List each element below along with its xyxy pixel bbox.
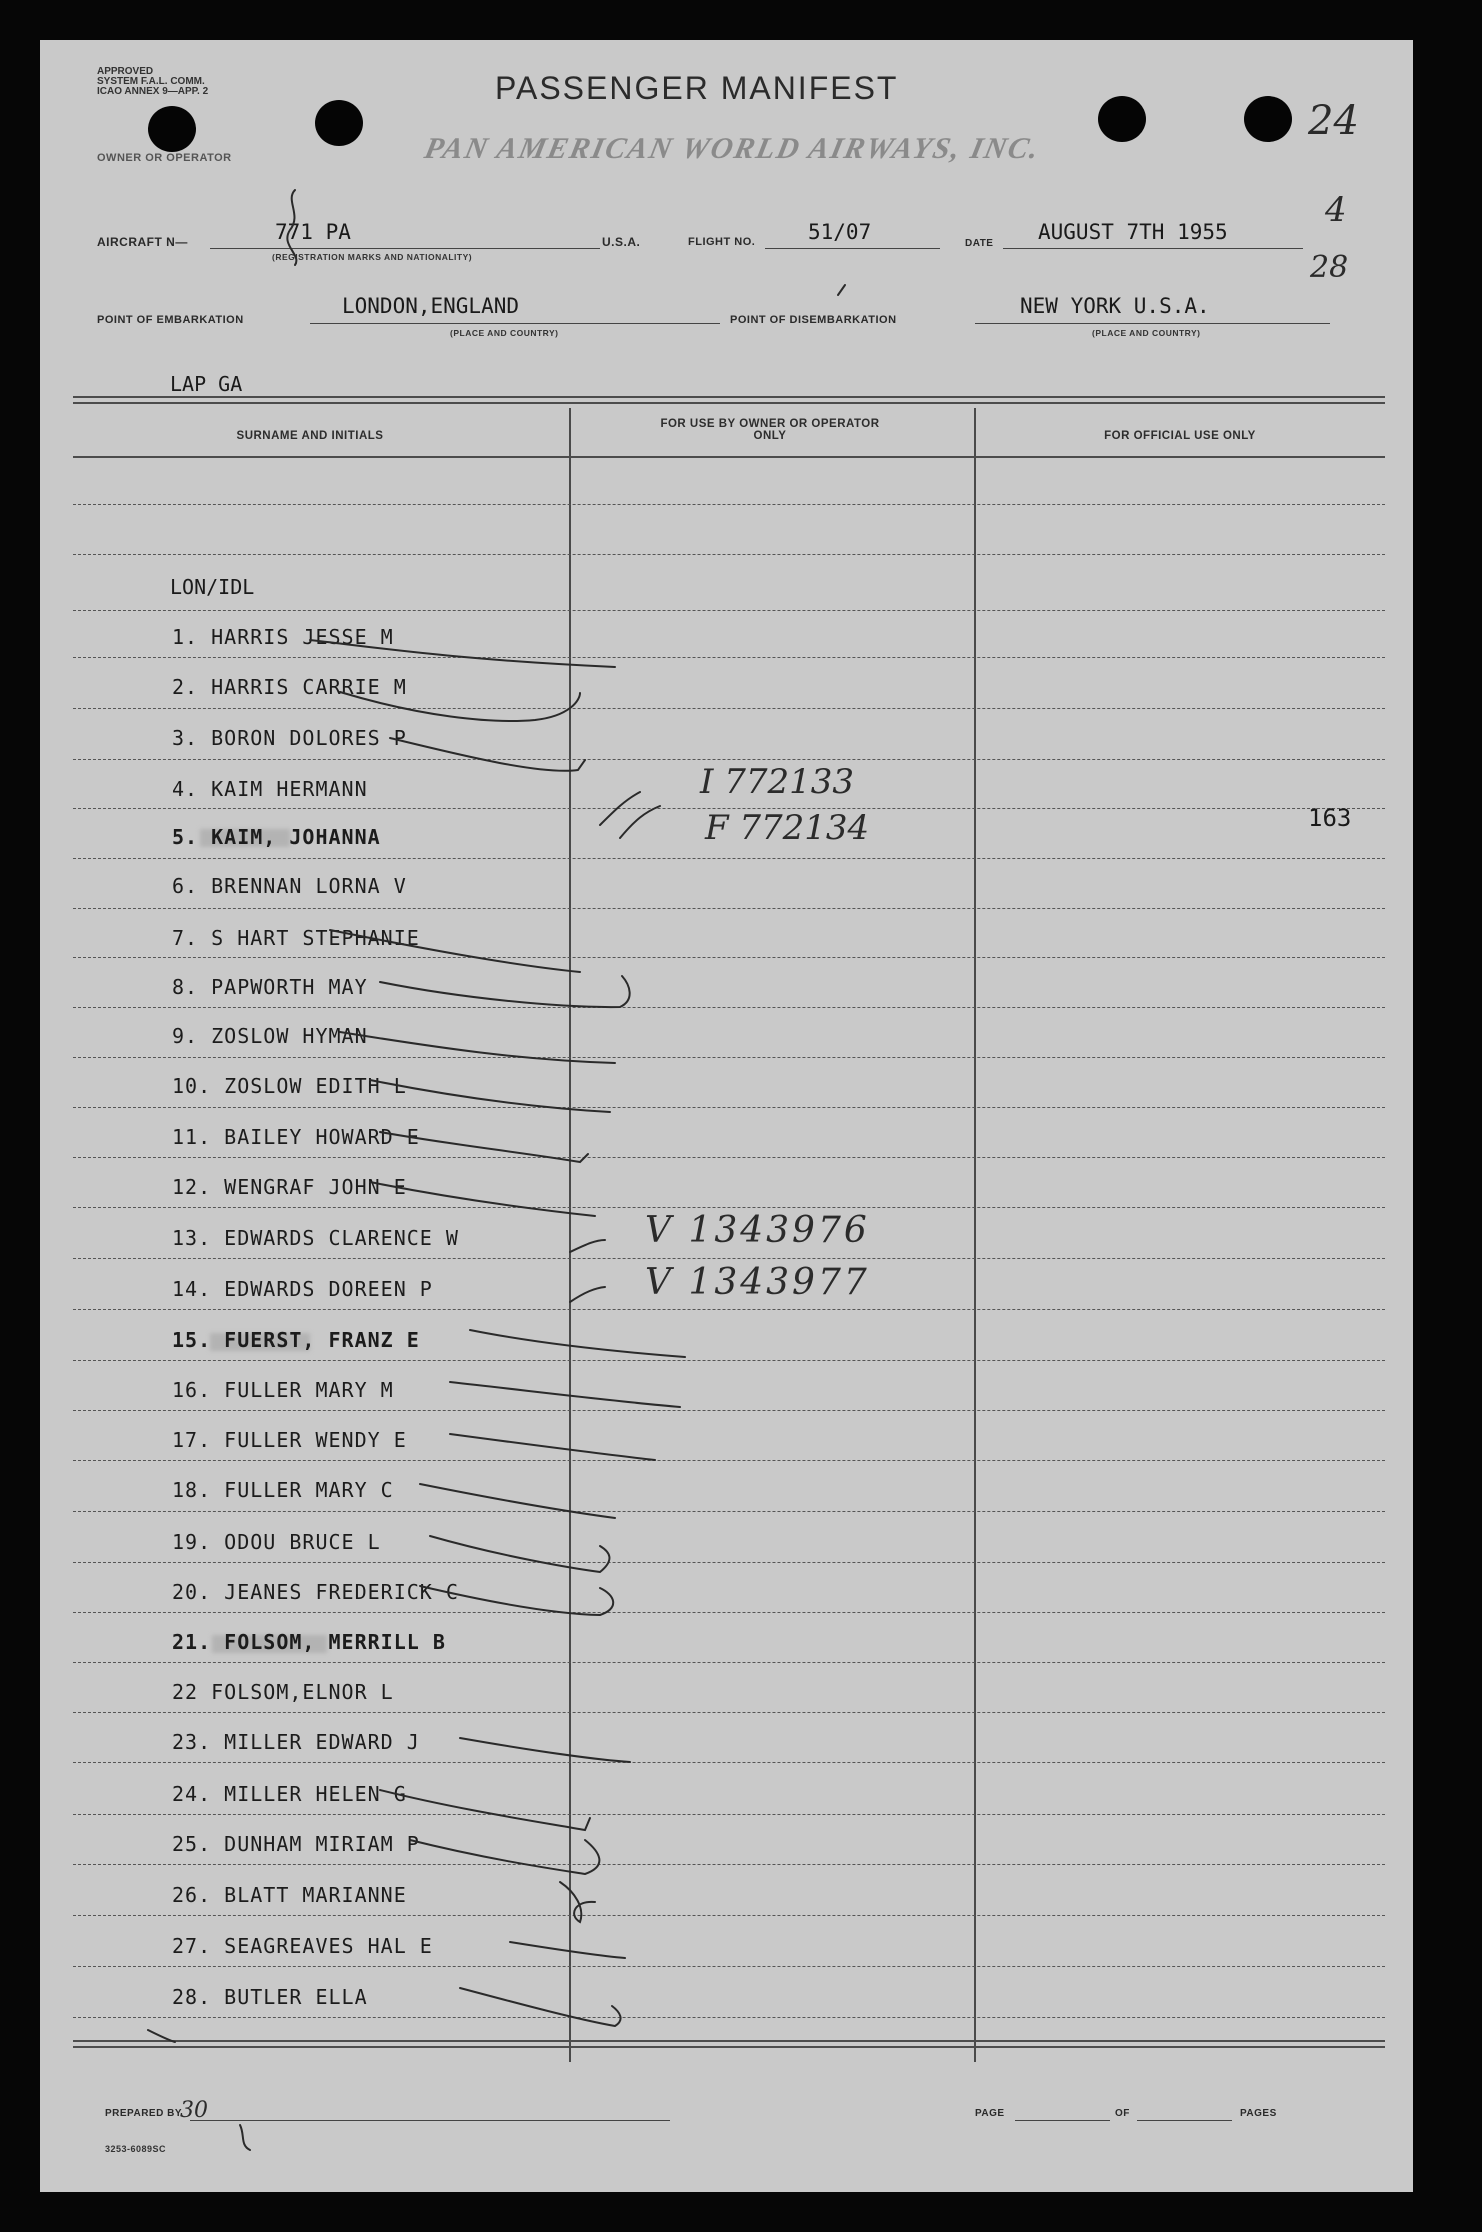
flight-label: FLIGHT NO.: [688, 236, 756, 248]
pencil-stroke: [430, 1536, 609, 1572]
pencil-stroke: [420, 1586, 613, 1615]
pencil-stroke: [380, 976, 630, 1007]
code-value: LAP GA: [170, 372, 243, 396]
passenger-row: 1. HARRIS JESSE M: [172, 625, 394, 649]
pencil-stroke: [838, 285, 845, 295]
column-header-surname: SURNAME AND INITIALS: [236, 430, 384, 442]
approval-line: ICAO ANNEX 9—APP. 2: [97, 86, 209, 97]
passenger-row: 17. FULLER WENDY E: [172, 1428, 407, 1452]
embarkation-label: POINT OF EMBARKATION: [97, 314, 244, 326]
passenger-row: 2. HARRIS CARRIE M: [172, 675, 407, 699]
handwritten-fraction-bottom: 28: [1310, 250, 1349, 285]
pencil-stroke: [310, 640, 615, 667]
pencil-marks: [40, 40, 1413, 2192]
handwritten-fraction-top: 4: [1325, 190, 1347, 230]
pencil-stroke: [240, 2125, 250, 2150]
passenger-row: 15. FUERST, FRANZ E: [172, 1328, 420, 1352]
column-header-owner: FOR USE BY OWNER OR OPERATOR ONLY: [660, 418, 880, 442]
passenger-row: 11. BAILEY HOWARD E: [172, 1125, 420, 1149]
aircraft-sublabel: (REGISTRATION MARKS AND NATIONALITY): [272, 252, 473, 262]
passenger-row: 3. BORON DOLORES P: [172, 726, 407, 750]
passenger-row: 18. FULLER MARY C: [172, 1478, 394, 1502]
passenger-row: 23. MILLER EDWARD J: [172, 1730, 420, 1754]
pencil-stroke: [470, 1330, 685, 1357]
handwritten-code: I 772133: [700, 762, 855, 802]
pencil-stroke: [510, 1942, 625, 1958]
company-name: PAN AMERICAN WORLD AIRWAYS, INC.: [421, 132, 1044, 165]
passenger-row: 4. KAIM HERMANN: [172, 777, 368, 801]
passenger-row: 22 FOLSOM,ELNOR L: [172, 1680, 394, 1704]
passenger-row: 12. WENGRAF JOHN E: [172, 1175, 407, 1199]
pencil-stroke: [600, 792, 640, 825]
pencil-stroke: [340, 1032, 615, 1063]
form-number: 3253-6089SC: [105, 2144, 167, 2154]
passenger-row: 7. S HART STEPHANIE: [172, 926, 420, 950]
passenger-row: 19. ODOU BRUCE L: [172, 1530, 381, 1554]
passenger-row: 21. FOLSOM, MERRILL B: [172, 1630, 446, 1654]
of-label: OF: [1115, 2108, 1130, 2119]
manifest-sheet: [40, 40, 1413, 2192]
passenger-row: 6. BRENNAN LORNA V: [172, 874, 407, 898]
passenger-row: 28. BUTLER ELLA: [172, 1985, 368, 2009]
disembarkation-label: POINT OF DISEMBARKATION: [730, 314, 897, 326]
passenger-row: 27. SEAGREAVES HAL E: [172, 1934, 433, 1958]
passenger-row: 9. ZOSLOW HYMAN: [172, 1024, 368, 1048]
pencil-stroke: [390, 738, 585, 771]
pencil-stroke: [370, 1182, 595, 1216]
embarkation-value: LONDON,ENGLAND: [342, 294, 520, 318]
pencil-stroke: [410, 1840, 599, 1874]
passenger-row: 26. BLATT MARIANNE: [172, 1883, 407, 1907]
pages-label: PAGES: [1240, 2108, 1277, 2119]
handwritten-code: V 1343977: [645, 1262, 870, 1303]
approval-line: SYSTEM F.A.L. COMM.: [97, 76, 205, 87]
pencil-stroke: [460, 1988, 621, 2026]
pencil-stroke: [560, 1882, 595, 1922]
prepared-label: PREPARED BY: [105, 2108, 182, 2119]
pencil-stroke: [330, 930, 580, 972]
aircraft-label: AIRCRAFT N—: [97, 235, 188, 249]
pencil-stroke: [570, 1240, 605, 1252]
disembarkation-value: NEW YORK U.S.A.: [1020, 294, 1210, 318]
date-label: DATE: [965, 238, 994, 249]
pencil-stroke: [380, 1790, 590, 1830]
date-value: AUGUST 7TH 1955: [1038, 220, 1228, 244]
segment-label: LON/IDL: [170, 575, 255, 599]
passenger-row: 13. EDWARDS CLARENCE W: [172, 1226, 459, 1250]
pencil-stroke: [420, 1484, 615, 1518]
embarkation-sublabel: (PLACE AND COUNTRY): [450, 328, 559, 338]
handwritten-code: V 1343976: [645, 1210, 870, 1251]
passenger-row: 25. DUNHAM MIRIAM P: [172, 1832, 420, 1856]
pencil-stroke: [570, 1287, 605, 1302]
passenger-row: 16. FULLER MARY M: [172, 1378, 394, 1402]
pencil-stroke: [380, 1132, 588, 1162]
handwritten-page-number: 24: [1308, 98, 1359, 144]
page-title: PASSENGER MANIFEST: [495, 70, 899, 106]
country-label: U.S.A.: [602, 235, 641, 249]
pencil-stroke: [620, 806, 660, 838]
page-label: PAGE: [975, 2108, 1005, 2119]
passenger-row: 10. ZOSLOW EDITH L: [172, 1074, 407, 1098]
handwritten-code: F 772134: [705, 808, 870, 848]
flight-number: 51/07: [808, 220, 872, 244]
pencil-stroke: [370, 1080, 610, 1112]
aircraft-value: 771 PA: [275, 220, 351, 244]
handwritten-prepared-mark: 30: [180, 2098, 208, 2123]
pencil-stroke: [287, 190, 296, 265]
disembarkation-sublabel: (PLACE AND COUNTRY): [1092, 328, 1201, 338]
pencil-stroke: [460, 1738, 630, 1762]
approval-line: APPROVED: [97, 66, 154, 77]
pencil-stroke: [450, 1434, 655, 1460]
column-header-official: FOR OFFICIAL USE ONLY: [1104, 430, 1256, 442]
pencil-stroke: [450, 1382, 680, 1407]
passenger-row: 24. MILLER HELEN G: [172, 1782, 407, 1806]
passenger-row: 8. PAPWORTH MAY: [172, 975, 368, 999]
pencil-stroke: [148, 2030, 175, 2042]
passenger-row: 14. EDWARDS DOREEN P: [172, 1277, 433, 1301]
pencil-stroke: [340, 692, 580, 721]
passenger-row: 5. KAIM, JOHANNA: [172, 825, 381, 849]
passenger-row: 20. JEANES FREDERICK C: [172, 1580, 459, 1604]
official-number: 163: [1308, 804, 1352, 832]
owner-label: OWNER OR OPERATOR: [97, 152, 232, 164]
